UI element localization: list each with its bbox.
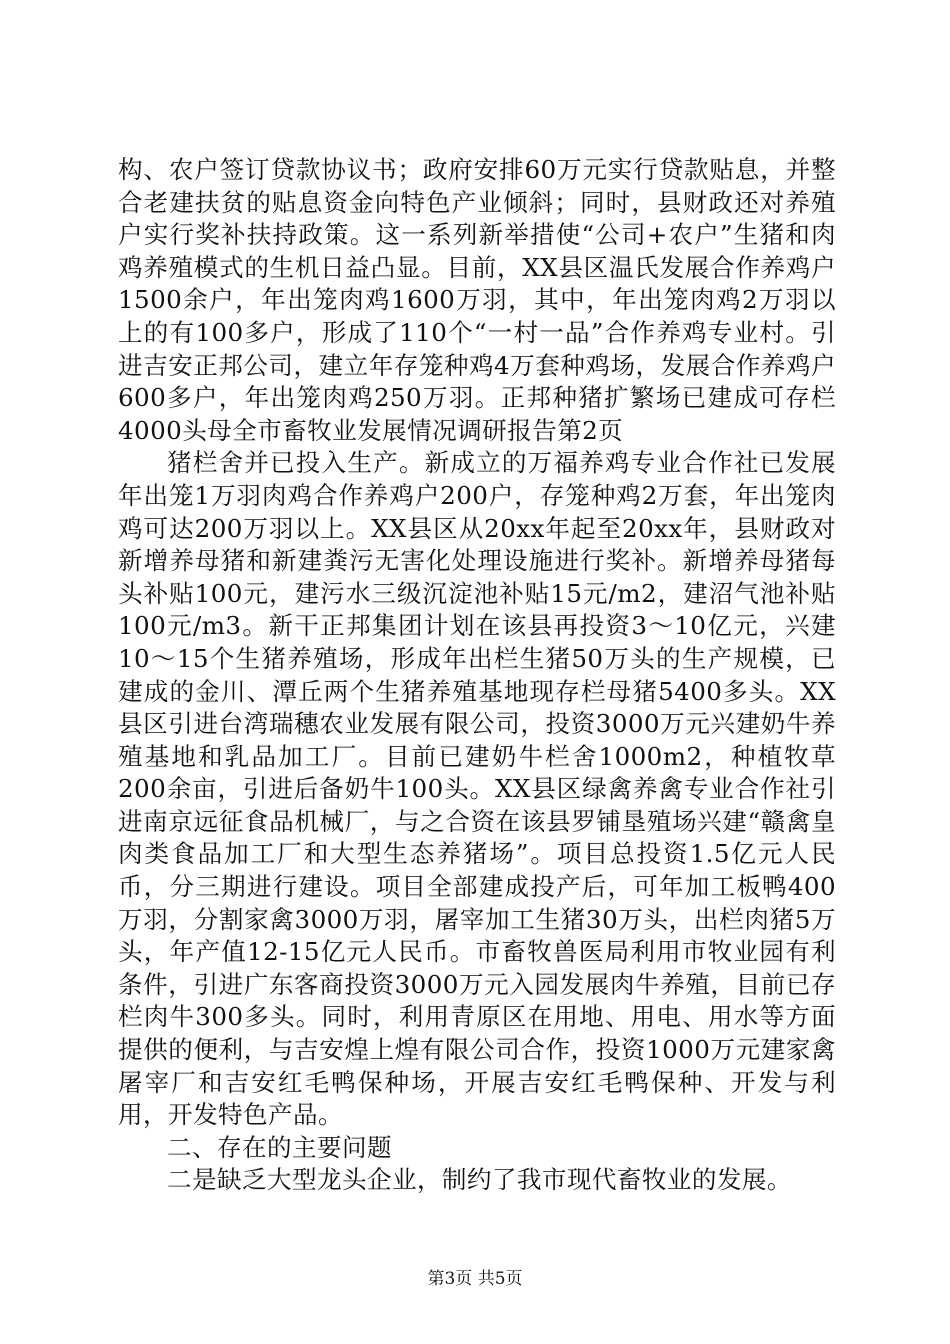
paragraph-problem-two: 二是缺乏大型龙头企业，制约了我市现代畜牧业的发展。 <box>167 1165 792 1195</box>
page-footer: 第3页 共5页 <box>427 1269 523 1289</box>
paragraph-continued: 构、农户签订贷款协议书；政府安排60万元实行贷款贴息，并整合老建扶贫的贴息资金向特色产业倾斜；同时，县财政还对养殖户实行奖补扶持政策。这一系列新举措使“公司+农户”生猪和肉鸡养殖模式的生机日益凸显。目前，XX县区温氏发展合作养鸡户1500余户，年出笼肉鸡1600万羽，其中，年出笼肉鸡2万羽以上的有100多户，形成了110个“一村一品”合作养鸡专业村。引进吉安正邦公司，建立年存笼种鸡4万套种鸡场，发展合作养鸡户600多户，年出笼肉鸡250万羽。正邦种猪扩繁场已建成可存栏4000头母全市畜牧业发展情况调研报告第2页 <box>118 155 836 445</box>
document-body <box>118 154 836 1197</box>
section-heading-problems: 二、存在的主要问题 <box>167 1132 392 1162</box>
paragraph-livestock-projects: 猪栏舍并已投入生产。新成立的万福养鸡专业合作社已发展年出笼1万羽肉鸡合作养鸡户200户，存笼种鸡2万套，年出笼肉鸡可达200万羽以上。XX县区从20xx年起至20xx年，县财政对新增养母猪和新建粪污无害化处理设施进行奖补。新增养母猪每头补贴100元，建污水三级沉淀池补贴15元/m2，建沼气池补贴100元/m3。新干正邦集团计划在该县再投资3～10亿元，兴建10～15个生猪养殖场，形成年出栏生猪50万头的生产规模，已建成的金川、潭丘两个生猪养殖基地现存栏母猪5400多头。XX县区引进台湾瑞穗农业发展有限公司，投资3000万元兴建奶牛养殖基地和乳品加工厂。目前已建奶牛栏舍1000m2，种植牧草200余亩，引进后备奶牛100头。XX县区绿禽养禽专业合作社引进南京远征食品机械厂，与之合资在该县罗铺垦殖场兴建“赣禽皇肉类食品加工厂和大型生态养猪场”。项目总投资1.5亿元人民币，分三期进行建设。项目全部建成投产后，可年加工板鸭400万羽，分割家禽3000万羽，屠宰加工生猪30万头，出栏肉猪5万头，年产值12-15亿元人民币。市畜牧兽医局利用市牧业园有利条件，引进广东客商投资3000万元入园发展肉牛养殖，目前已存栏肉牛300多头。同时，利用青原区在用地、用电、用水等方面提供的便利，与吉安煌上煌有限公司合作，投资1000万元建家禽屠宰厂和吉安红毛鸭保种场，开展吉安红毛鸭保种、开发与利用，开发特色产品。 <box>118 448 836 1130</box>
